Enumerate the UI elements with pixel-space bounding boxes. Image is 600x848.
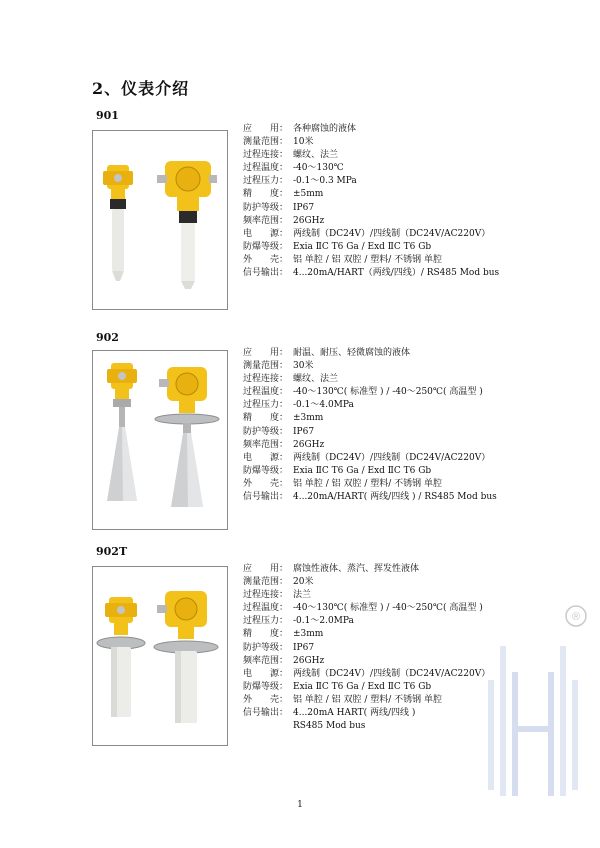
spec-value: Exia ⅡC T6 Ga / Exd ⅡC T6 Gb — [293, 681, 432, 692]
horn-antenna-radar-902-illustration — [93, 351, 227, 529]
spec-value: 4...20mA/HART( 两线/四线 ) / RS485 Mod bus — [293, 492, 497, 503]
spec-label: 应 用： — [243, 564, 289, 574]
spec-value: -40～130℃ — [293, 163, 344, 174]
spec-value: 两线制（DC24V）/四线制（DC24V/AC220V） — [293, 668, 491, 679]
spec-value: -0.1～4.0MPa — [293, 400, 354, 411]
spec-value: IP67 — [293, 202, 315, 213]
spec-label: 测量范围： — [243, 361, 289, 372]
spec-row — [243, 694, 490, 707]
spec-value: ±3mm — [293, 629, 324, 640]
section-title: 2、仪表介绍 — [92, 79, 190, 98]
spec-row — [243, 386, 497, 399]
spec-value: 螺纹、法兰 — [293, 150, 339, 161]
spec-value: 26GHz — [293, 655, 325, 666]
spec-value: 30米 — [293, 361, 314, 372]
spec-value: 4...20mA HART( 两线/四线 ) — [293, 708, 416, 719]
spec-value: IP67 — [293, 426, 315, 437]
spec-row — [243, 491, 497, 504]
spec-row — [243, 452, 497, 465]
spec-label: 防爆等级： — [243, 465, 289, 476]
spec-row — [243, 399, 497, 412]
spec-value: 螺纹、法兰 — [293, 374, 339, 385]
spec-value: Exia ⅡC T6 Ga / Exd ⅡC T6 Gb — [293, 465, 432, 476]
spec-row — [243, 707, 490, 720]
spec-label: 信号输出： — [243, 492, 289, 503]
spec-row — [243, 136, 499, 149]
spec-label: 防护等级： — [243, 202, 289, 213]
product-specs-902t — [243, 563, 490, 733]
spec-label: 信号输出： — [243, 708, 289, 719]
spec-row — [243, 215, 499, 228]
spec-label: 过程温度： — [243, 603, 289, 614]
spec-label: 频率范围： — [243, 215, 289, 226]
spec-row — [243, 188, 499, 201]
product-photo-902t — [92, 566, 228, 746]
spec-row — [243, 149, 499, 162]
spec-label: 外 壳： — [243, 478, 289, 489]
product-specs-902 — [243, 347, 497, 504]
spec-label: 测量范围： — [243, 577, 289, 588]
spec-row — [243, 655, 490, 668]
spec-row — [243, 162, 499, 175]
ptfe-flange-radar-902t-illustration — [93, 567, 227, 745]
spec-row — [243, 576, 490, 589]
spec-label: 电 源： — [243, 668, 289, 679]
spec-value: 4...20mA/HART（两线/四线）/ RS485 Mod bus — [293, 268, 500, 279]
product-model-902t: 902T — [96, 545, 128, 558]
product-photo-902 — [92, 350, 228, 530]
spec-value: -40～130℃( 标准型 ) / -40～250℃( 高温型 ) — [293, 387, 483, 398]
spec-row — [243, 563, 490, 576]
product-photo-901 — [92, 130, 228, 310]
spec-value: 各种腐蚀的液体 — [293, 124, 357, 134]
spec-value: 腐蚀性液体、蒸汽、挥发性液体 — [293, 564, 420, 574]
spec-label: 外 壳： — [243, 694, 289, 705]
registered-mark: ® — [571, 611, 581, 623]
spec-label: 防爆等级： — [243, 681, 289, 692]
spec-row — [243, 412, 497, 425]
spec-row — [243, 478, 497, 491]
spec-label: 防护等级： — [243, 426, 289, 437]
spec-label: 过程压力： — [243, 400, 289, 411]
spec-row — [243, 241, 499, 254]
spec-value: 法兰 — [293, 590, 312, 601]
spec-label: 精 度： — [243, 413, 289, 424]
spec-row — [243, 228, 499, 241]
spec-label: 频率范围： — [243, 439, 289, 450]
spec-value: 10米 — [293, 137, 314, 148]
spec-value: 26GHz — [293, 215, 325, 226]
spec-row — [243, 589, 490, 602]
spec-label: 防护等级： — [243, 642, 289, 653]
spec-label: 防爆等级： — [243, 241, 289, 252]
spec-label: 过程连接： — [243, 150, 289, 161]
spec-row — [243, 668, 490, 681]
spec-row — [243, 439, 497, 452]
spec-value: 铝 单腔 / 铝 双腔 / 塑料/ 不锈钢 单腔 — [293, 694, 442, 705]
spec-row — [243, 615, 490, 628]
spec-label: 精 度： — [243, 629, 289, 640]
spec-row — [243, 347, 497, 360]
spec-value: 20米 — [293, 577, 314, 588]
brand-watermark — [482, 576, 594, 808]
spec-label: 电 源： — [243, 228, 289, 239]
spec-label: 信号输出： — [243, 268, 289, 279]
spec-value: -0.1～0.3 MPa — [293, 176, 357, 187]
product-specs-901 — [243, 123, 499, 280]
spec-row — [243, 254, 499, 267]
spec-label: 外 壳： — [243, 254, 289, 265]
spec-label: 测量范围： — [243, 137, 289, 148]
spec-value: RS485 Mod bus — [293, 721, 366, 732]
spec-value: 26GHz — [293, 439, 325, 450]
spec-label: 过程温度： — [243, 163, 289, 174]
spec-value: 铝 单腔 / 铝 双腔 / 塑料/ 不锈钢 单腔 — [293, 478, 442, 489]
spec-row — [243, 642, 490, 655]
spec-label: 精 度： — [243, 189, 289, 200]
page-number: 1 — [297, 800, 303, 810]
spec-label: 应 用： — [243, 348, 289, 358]
spec-row — [243, 602, 490, 615]
spec-row — [243, 267, 499, 280]
spec-value: ±5mm — [293, 189, 324, 200]
spec-label: 过程连接： — [243, 374, 289, 385]
spec-value: Exia ⅡC T6 Ga / Exd ⅡC T6 Gb — [293, 241, 432, 252]
spec-row-continuation — [243, 720, 490, 733]
spec-row — [243, 373, 497, 386]
spec-value: 铝 单腔 / 铝 双腔 / 塑料/ 不锈钢 单腔 — [293, 254, 442, 265]
spec-row — [243, 465, 497, 478]
product-model-901: 901 — [96, 109, 119, 122]
hy-logo-watermark-icon — [482, 576, 594, 808]
spec-value: -0.1～2.0MPa — [293, 616, 354, 627]
spec-row — [243, 202, 499, 215]
spec-row — [243, 628, 490, 641]
spec-row — [243, 123, 499, 136]
spec-label: 过程压力： — [243, 616, 289, 627]
spec-value: 两线制（DC24V）/四线制（DC24V/AC220V） — [293, 452, 491, 463]
spec-label: 过程温度： — [243, 387, 289, 398]
spec-row — [243, 360, 497, 373]
radar-level-meter-901-illustration — [93, 131, 227, 309]
spec-row — [243, 175, 499, 188]
spec-value: 耐温、耐压、轻微腐蚀的液体 — [293, 348, 411, 358]
spec-label: 电 源： — [243, 452, 289, 463]
product-model-902: 902 — [96, 331, 119, 344]
spec-label: 频率范围： — [243, 655, 289, 666]
spec-value: 两线制（DC24V）/四线制（DC24V/AC220V） — [293, 228, 491, 239]
spec-value: -40～130℃( 标准型 ) / -40～250℃( 高温型 ) — [293, 603, 483, 614]
spec-label: 过程连接： — [243, 590, 289, 601]
spec-value: IP67 — [293, 642, 315, 653]
spec-value: ±3mm — [293, 413, 324, 424]
spec-row — [243, 681, 490, 694]
spec-label: 应 用： — [243, 124, 289, 134]
spec-label: 过程压力： — [243, 176, 289, 187]
spec-row — [243, 426, 497, 439]
